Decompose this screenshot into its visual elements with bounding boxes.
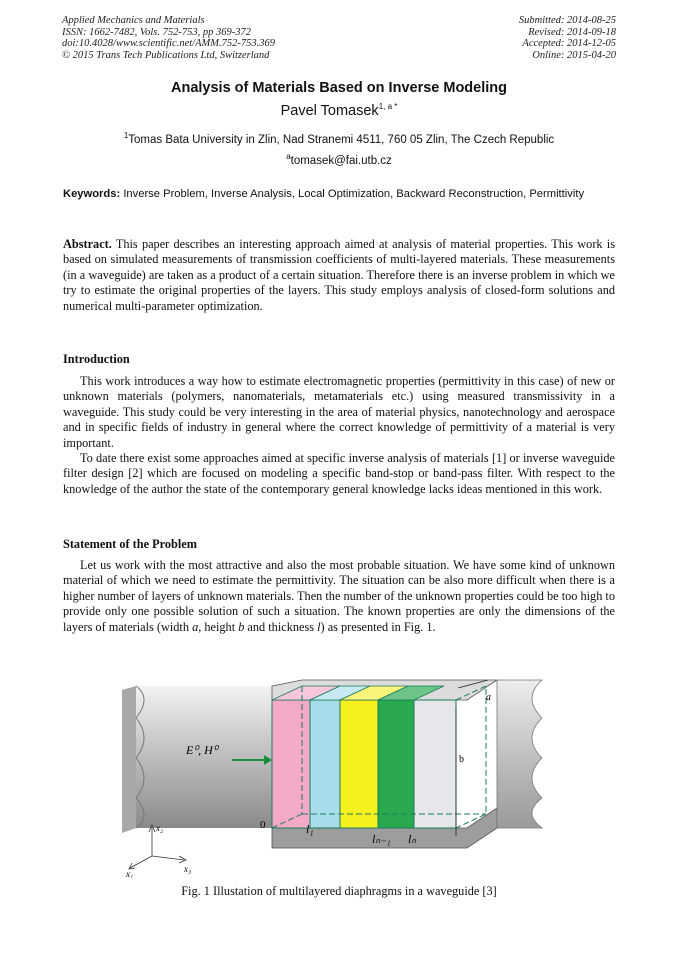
position-l1-label: l₁ <box>306 822 314 836</box>
author-name: Pavel Tomasek <box>280 102 379 119</box>
affiliation-sup: 1 <box>123 131 129 140</box>
issn-line: ISSN: 1662-7482, Vols. 752-753, pp 369-372 <box>62 26 251 38</box>
author <box>0 102 678 119</box>
position-0-label: 0 <box>260 819 266 831</box>
axis-x3-label: x₃ <box>184 864 192 874</box>
revised-date: Revised: 2014-09-18 <box>528 26 616 38</box>
abstract-label: Abstract. <box>63 237 112 251</box>
keywords-label: Keywords: <box>63 188 121 200</box>
affiliation-text: Tomas Bata University in Zlin, Nad Stranemi 4511, 760 05 Zlin, The Czech Republic <box>128 133 555 146</box>
problem-heading: Statement of the Problem <box>63 537 197 551</box>
dimension-b-label: b <box>459 754 464 765</box>
position-ln-label: lₙ <box>408 832 417 846</box>
author-sup: 1, a * <box>378 102 398 111</box>
waveguide-diagram <box>122 678 562 878</box>
email <box>0 152 678 167</box>
introduction-paragraph-2: To date there exist some approaches aimed at specific inverse analysis of materials [1] or inverse waveguide filter design [2] which are focused on modeling a specific band-stop or band-pass filter. With respect to the knowledge of the author the state of the contemporary general knowledge lacks ideas mentioned in this work. <box>63 451 615 496</box>
abstract-text: This paper describes an interesting approach aimed at analysis of material properties. This work is based on simulated measurements of transmission coefficients of multi-layered materials. These measurements (in a waveguide) are taken as a product of a certain situation. Therefore there is an inverse problem in which we try to estimate the original properties of the layers. This study employs analysis of closed-form solutions and numerical multi-parameter optimization. <box>63 237 615 313</box>
layer-4 <box>378 700 414 828</box>
axis-x1-label: x₁ <box>126 869 134 878</box>
journal-name: Applied Mechanics and Materials <box>62 15 205 26</box>
introduction-paragraph-1: This work introduces a way how to estimate electromagnetic properties (permittivity in this case) of new or unknown materials (polymers, nanomaterials, metamaterials etc.) using measured transmissivity in a waveguide. This study could be very interesting in the area of material physics, nanotechnology and aerospace and in specific fields of industry in general where the correct knowledge of permittivity of a material is very important. <box>63 374 615 450</box>
position-ln-1-label: lₙ₋₁ <box>372 832 391 846</box>
affiliation <box>0 131 678 146</box>
problem-body <box>63 558 615 635</box>
keywords <box>63 187 615 202</box>
axis-x2-label: x₂ <box>156 823 164 833</box>
problem-paragraph-1: Let us work with the most attractive and also the most probable situation. We have some kind of unknown material of which we need to estimate the permittivity. The situation can be also more difficult when there is a higher number of layers of unknown materials. Then the number of the unknown properties could be too high to provide only one possible solution of such a situation. The known properties are only the dimensions of the layers of materials (width a, height b and thickness l) as presented in Fig. 1. <box>63 558 615 634</box>
dimension-a-label: a <box>486 692 491 703</box>
online-date: Online: 2015-04-20 <box>532 49 616 61</box>
accepted-date: Accepted: 2014-12-05 <box>522 38 616 49</box>
introduction-heading: Introduction <box>63 352 130 366</box>
layer-5 <box>414 700 456 828</box>
keywords-text: Inverse Problem, Inverse Analysis, Local Optimization, Backward Reconstruction, Permittivity <box>123 188 585 200</box>
introduction-body <box>63 374 615 497</box>
material-layers <box>272 700 456 828</box>
email-text: tomasek@fai.utb.cz <box>290 154 392 167</box>
copyright-line: © 2015 Trans Tech Publications Ltd, Switzerland <box>62 49 270 61</box>
abstract <box>63 237 615 314</box>
right-waveguide <box>497 680 542 828</box>
submitted-date: Submitted: 2014-08-25 <box>518 15 616 26</box>
doi-line: doi:10.4028/www.scientific.net/AMM.752-753.369 <box>62 38 275 49</box>
layer-3 <box>340 700 378 828</box>
left-waveguide <box>136 686 272 828</box>
journal-header-right <box>519 15 616 61</box>
email-sup: a <box>286 152 291 161</box>
journal-header-left <box>62 15 275 61</box>
layer-1 <box>272 700 310 828</box>
paper-title: Analysis of Materials Based on Inverse Modeling <box>170 80 507 96</box>
waveguide-figure <box>122 678 562 878</box>
figure-caption: Fig. 1 Illustation of multilayered diaphragms in a waveguide [3] <box>181 884 497 898</box>
layer-2 <box>310 700 340 828</box>
incident-field-label: E⁰, H⁰ <box>186 743 218 757</box>
